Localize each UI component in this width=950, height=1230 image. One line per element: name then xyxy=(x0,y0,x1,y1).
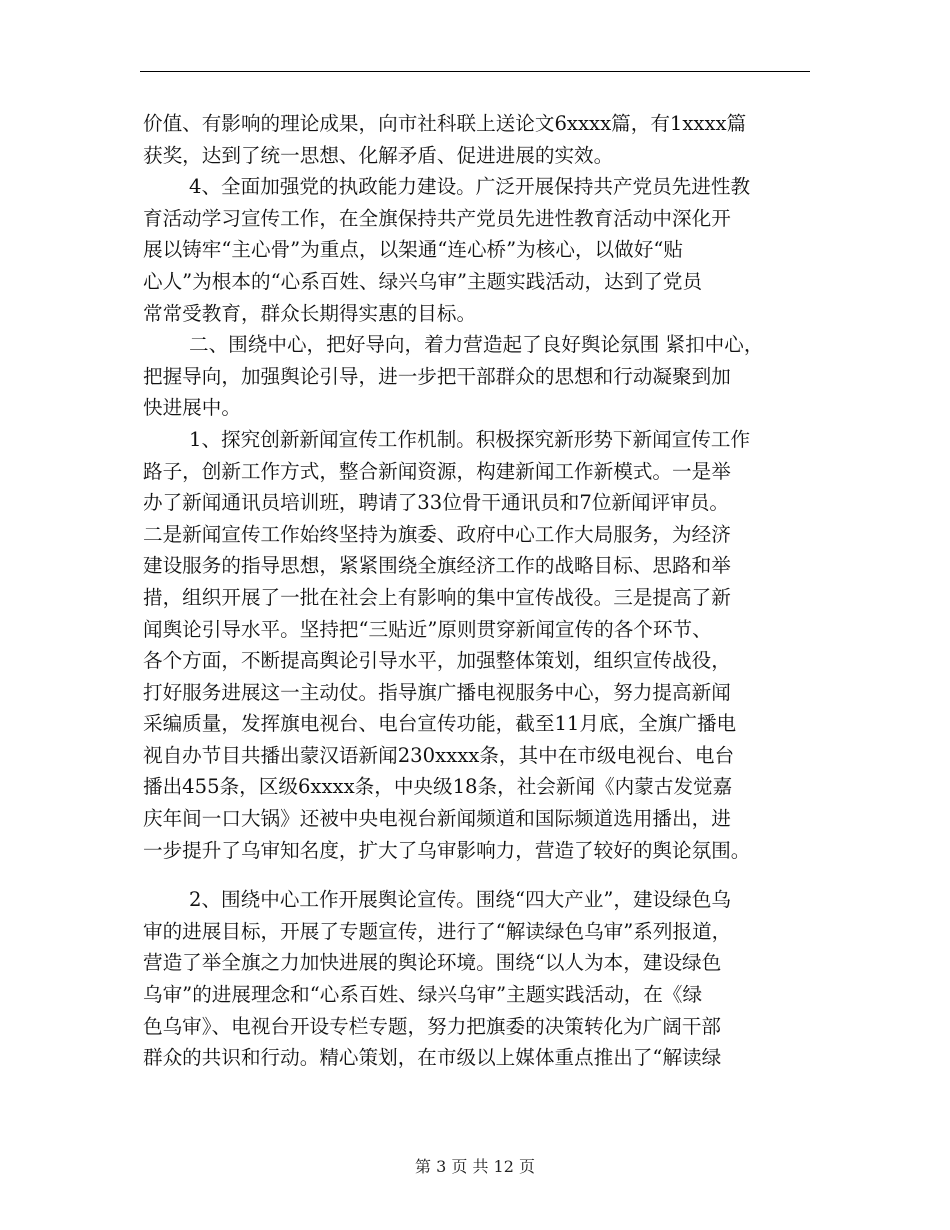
text-line: 各个方面，不断提高舆论引导水平，加强整体策划，组织宣传战役， xyxy=(143,649,731,673)
text-line: 视自办节目共播出蒙汉语新闻230xxxx条，其中在市级电视台、电台 xyxy=(143,743,735,767)
text-line: 办了新闻通讯员培训班，聘请了33位骨干通讯员和7位新闻评审员。 xyxy=(143,491,730,515)
text-line: 乌审”的进展理念和“心系百姓、绿兴乌审”主题实践活动，在《绿 xyxy=(143,983,703,1007)
text-line: 群众的共识和行动。精心策划，在市级以上媒体重点推出了“解读绿 xyxy=(143,1046,722,1070)
paragraph-gap xyxy=(143,866,813,884)
text-line: 色乌审》、电视台开设专栏专题，努力把旗委的决策转化为广阔干部 xyxy=(143,1014,722,1038)
page-number: 第 3 页 共 12 页 xyxy=(415,1157,535,1176)
text-line: 一步提升了乌审知名度，扩大了乌审影响力，营造了较好的舆论氛围。 xyxy=(143,838,751,862)
text-line: 2、围绕中心工作开展舆论宣传。围绕“四大产业”，建设绿色乌 xyxy=(189,888,731,912)
text-line: 庆年间一口大锅》还被中央电视台新闻频道和国际频道选用播出，进 xyxy=(143,807,731,831)
header-rule xyxy=(140,71,810,72)
text-line: 价值、有影响的理论成果，向市社科联上送论文6xxxx篇，有1xxxx篇 xyxy=(143,112,747,135)
text-line: 采编质量，发挥旗电视台、电台宣传功能，截至11月底，全旗广播电 xyxy=(143,712,737,736)
text-line: 快进展中。 xyxy=(143,396,241,420)
text-line: 心人”为根本的“心系百姓、绿兴乌审”主题实践活动，达到了党员 xyxy=(143,269,703,293)
text-line: 营造了举全旗之力加快进展的舆论环境。围绕“以人为本，建设绿色 xyxy=(143,951,722,975)
text-line: 路子，创新工作方式，整合新闻资源，构建新闻工作新模式。一是举 xyxy=(143,459,731,483)
text-line: 打好服务进展这一主动仗。指导旗广播电视服务中心，努力提高新闻 xyxy=(143,680,731,704)
text-line: 1、探究创新新闻宣传工作机制。积极探究新形势下新闻宣传工作 xyxy=(189,427,751,451)
text-line: 播出455条，区级6xxxx条，中央级18条，社会新闻《内蒙古发觉嘉 xyxy=(143,775,733,799)
text-line: 把握导向，加强舆论引导，进一步把干部群众的思想和行动凝聚到加 xyxy=(143,364,731,388)
text-line: 闻舆论引导水平。坚持把“三贴近”原则贯穿新闻宣传的各个环节、 xyxy=(143,617,712,641)
text-line: 育活动学习宣传工作，在全旗保持共产党员先进性教育活动中深化开 xyxy=(143,206,731,230)
text-line: 二是新闻宣传工作始终坚持为旗委、政府中心工作大局服务，为经济 xyxy=(143,522,731,546)
text-line: 4、全面加强党的执政能力建设。广泛开展保持共产党员先进性教 xyxy=(189,175,751,199)
text-line: 措，组织开展了一批在社会上有影响的集中宣传战役。三是提高了新 xyxy=(143,585,731,609)
text-line: 审的进展目标，开展了专题宣传，进行了“解读绿色乌审”系列报道， xyxy=(143,919,732,943)
text-line: 建设服务的指导思想，紧紧围绕全旗经济工作的战略目标、思路和举 xyxy=(143,554,731,578)
text-line: 展以铸牢“主心骨”为重点，以架通“连心桥”为核心，以做好“贴 xyxy=(143,238,683,262)
text-line: 常常受教育，群众长期得实惠的目标。 xyxy=(143,301,477,325)
text-line: 获奖，达到了统一思想、化解矛盾、促进进展的实效。 xyxy=(143,143,614,167)
text-line: 二、围绕中心，把好导向，着力营造起了良好舆论氛围 紧扣中心， xyxy=(189,333,764,357)
body-text xyxy=(143,108,813,1074)
